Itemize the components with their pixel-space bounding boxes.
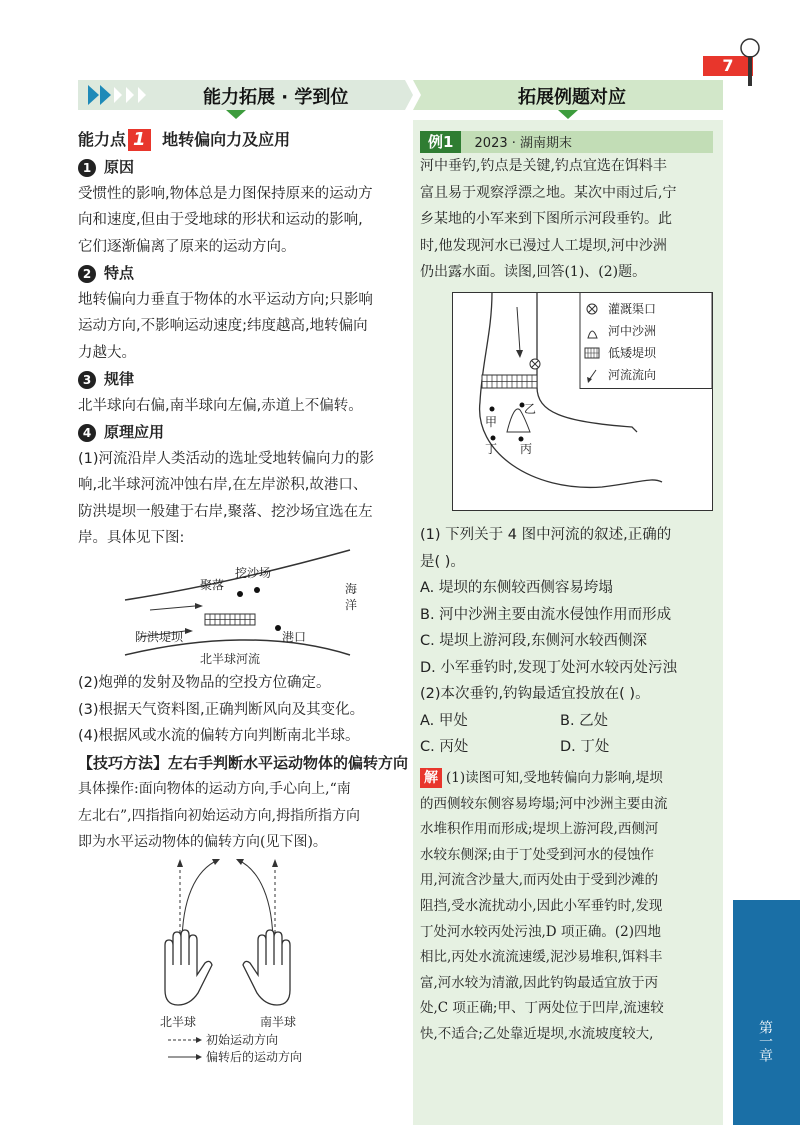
flow-arrow-icon [150, 606, 195, 610]
q2-options-row2 [420, 734, 715, 761]
label-jia: 甲 [485, 415, 498, 429]
section-text-1: 受惯性的影响,物体总是力图保持原来的运动方 向和速度,但由于受地球的形状和运动的影响, 它们逐渐偏离了原来的运动方向。 [78, 185, 373, 255]
sand-site-dot [254, 587, 260, 593]
app-3: (3)根据天气资料图,正确判断风向及其变化。 [78, 701, 365, 718]
river-map [452, 292, 714, 512]
legend-initial: 初始运动方向 [206, 1033, 279, 1047]
river-caption: 北半球河流 [200, 652, 261, 666]
questions [420, 522, 715, 761]
label-ding: 丁 [485, 442, 498, 456]
q2-stem: (2)本次垂钓,钓钩最适宜投放在( )。 [420, 686, 650, 702]
point-heading [78, 128, 408, 152]
section-text-2: 地转偏向力垂直于物体的水平运动方向;只影响 运动方向,不影响运动速度;纬度越高,地转偏向 力越大。 [78, 291, 373, 361]
north-hemisphere-label: 北半球 [160, 1015, 197, 1029]
legend-canal: 灌溉渠口 [608, 302, 657, 316]
point-number: 1 [128, 129, 151, 151]
label-sand-site: 挖沙场 [235, 566, 272, 580]
section-heading-4: 4 原理应用 [78, 419, 408, 446]
left-column [78, 128, 408, 552]
q1-stem: (1) 下列关于 4 图中河流的叙述,正确的 是( )。 [420, 527, 672, 570]
label-port: 港口 [282, 630, 307, 644]
header-right-title: 拓展例题对应 [518, 87, 626, 108]
answer-badge: 解 [420, 768, 442, 788]
legend-deflected: 偏转后的运动方向 [206, 1050, 303, 1064]
q2-option-a: A. 甲处 [420, 712, 468, 729]
point-jia [490, 407, 495, 412]
header-divider-icon [405, 80, 421, 110]
example-heading [420, 131, 572, 155]
section-heading-1: 1 原因 [78, 154, 408, 181]
section-text-4: (1)河流沿岸人类活动的选址受地转偏向力的影 响,北半球河流冲蚀右岸,在左岸淤积,故港口、 防洪堤坝一般建于右岸,聚落、挖沙场宜选在左 岸。具体见下图: [78, 450, 375, 546]
legend-sandbar: 河中沙洲 [608, 324, 657, 338]
point-bing [519, 437, 524, 442]
label-dike: 防洪堤坝 [135, 630, 184, 644]
answer-text: 解 (1)读图可知,受地转偏向力影响,堤坝 的西侧较东侧容易垮塌;河中沙洲主要由流 水堆积作用而形成;堤坝上游河段,西侧河 水较东侧深;由于丁处受到河水的侵蚀作 用,河流含沙量大,而丙处由于受到沙滩的 阻挡,受水流扰动小,因此小军垂钓时,发现 丁处河水较丙处污浊,D 项正确。(2)四地 相比,丙处水流流速缓,泥沙易堆积,饵料丰 富,河水较为清澈,因此钓钩最适宜放于丙 处,C 项正确;甲、丁两处位于凹岸,流速较 快,不适合;乙处靠近堤坝,水流坡度较大, [420, 770, 668, 1042]
point-label: 能力点 [78, 130, 127, 149]
q2-options-row1 [420, 708, 715, 735]
hand-diagram [150, 855, 350, 1065]
right-hand-icon [243, 930, 290, 1005]
chapter-label: 第一章 [757, 1020, 773, 1062]
header-left-title: 能力拓展 · 学到位 [203, 87, 349, 108]
label-yi: 乙 [524, 402, 537, 416]
legend-flow: 河流流向 [608, 368, 657, 382]
label-bing: 丙 [520, 442, 533, 456]
river-diagram [120, 545, 380, 670]
mascot-icon [735, 36, 765, 91]
legend-dike: 低矮堤坝 [608, 346, 657, 360]
q2-option-b: B. 乙处 [560, 712, 609, 729]
settlement-dot [237, 591, 243, 597]
label-sea-1: 海 [345, 582, 358, 596]
example-stem: 河中垂钓,钓点是关键,钓点宜选在饵料丰 富且易于观察浮漂之地。某次中雨过后,宁 乡某地的小军来到下图所示河段垂钓。此 时,他发现河水已漫过人工堤坝,河中沙洲 仍出露水面。读图,回答(1)、(2)题。 [420, 158, 677, 280]
south-hemisphere-label: 南半球 [260, 1015, 297, 1029]
q1-option-c: C. 堤坝上游河段,东侧河水较西侧深 [420, 633, 647, 649]
q1-option-a: A. 堤坝的东侧较西侧容易垮塌 [420, 580, 613, 596]
header-left-pointer-icon [226, 110, 246, 119]
section-heading-2: 2 特点 [78, 260, 408, 287]
header-right-pointer-icon [558, 110, 578, 119]
example-badge: 例1 [420, 131, 461, 153]
section-heading-3: 3 规律 [78, 366, 408, 393]
point-title: 地转偏向力及应用 [162, 130, 291, 149]
chapter-tab [733, 900, 800, 1125]
app-4: (4)根据风或水流的偏转方向判断南北半球。 [78, 728, 360, 744]
arrows-icon [88, 85, 178, 105]
q1-option-b: B. 河中沙洲主要由流水侵蚀作用而形成 [420, 606, 672, 623]
q1-option-d: D. 小军垂钓时,发现丁处河水较丙处污浊 [420, 659, 677, 676]
q2-option-c: C. 丙处 [420, 739, 469, 755]
tip-text: 具体操作:面向物体的运动方向,手心向上,“南 左北右”,四指指向初始运动方向,拇指所指方向 即为水平运动物体的偏转方向(见下图)。 [78, 781, 361, 850]
app-2: (2)炮弹的发射及物品的空投方位确定。 [78, 675, 331, 691]
label-settlement: 聚落 [200, 578, 225, 592]
example-source: 2023 · 湖南期末 [474, 136, 573, 151]
section-text-3: 北半球向右偏,南半球向左偏,赤道上不偏转。 [78, 397, 363, 414]
tip-heading: 【技巧方法】左右手判断水平运动物体的偏转方向 [78, 753, 409, 772]
q2-option-d: D. 丁处 [560, 739, 610, 755]
left-hand-icon [165, 930, 212, 1005]
port-dot [275, 625, 281, 631]
label-sea-2: 洋 [345, 598, 358, 612]
page-number: 7 [703, 56, 753, 76]
point-ding [491, 436, 496, 441]
